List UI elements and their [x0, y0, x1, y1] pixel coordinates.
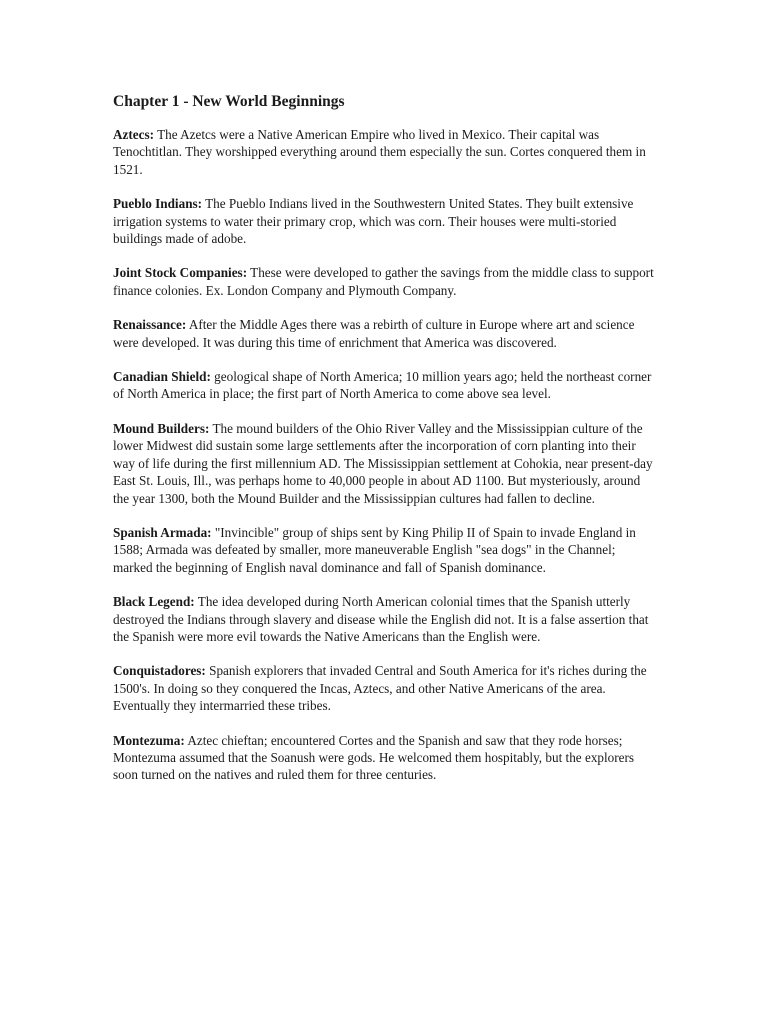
- term-definition: The mound builders of the Ohio River Valley and the Mississippian culture of the lower Midwest did sustain some large settlements after the incorporation of corn planting into their way of life during the first millennium AD. The Mississippian settlement at Cohokia, near present-day East St. Louis, Ill., was perhaps home to 40,000 people in about AD 1100. But mysteriously, around the year 1300, both the Mound Builder and the Mississippian cultures had fallen to decline.: [113, 420, 653, 506]
- term-label: Renaissance:: [113, 317, 187, 333]
- chapter-title: Chapter 1 - New World Beginnings: [113, 93, 345, 110]
- term-label: Montezuma:: [113, 732, 185, 748]
- glossary-entry-renaissance: [113, 316, 658, 351]
- glossary-entry-aztecs: [113, 126, 658, 178]
- term-label: Black Legend:: [113, 594, 195, 610]
- term-definition: Spanish explorers that invaded Central and South America for it's riches during the 1500's. In doing so they conquered the Incas, Aztecs, and other Native Americans of the area. Eventually they intermarried these tribes.: [113, 663, 647, 714]
- term-definition: geological shape of North America; 10 million years ago; held the northeast corner of North America in place; the first part of North America to come above sea level.: [113, 369, 652, 402]
- glossary-entry-black-legend: [113, 593, 658, 645]
- term-definition: The idea developed during North American colonial times that the Spanish utterly destroyed the Indians through slavery and disease while the English did not. It is a false assertion that the Spanish were more evil towards the Native Americans than the English were.: [113, 594, 649, 644]
- document-page: [113, 92, 658, 801]
- term-label: Pueblo Indians:: [113, 196, 203, 212]
- term-definition: These were developed to gather the savings from the middle class to support finance colonies. Ex. London Company and Plymouth Company.: [113, 265, 654, 298]
- term-label: Joint Stock Companies:: [113, 265, 248, 281]
- term-definition: "Invincible" group of ships sent by King Philip II of Spain to invade England in 1588; Armada was defeated by smaller, more maneuverable English "sea dogs" in the Channel; marked the beginning of English naval dominance and fall of Spanish dominance.: [113, 524, 636, 575]
- glossary-entry-pueblo-indians: [113, 195, 658, 247]
- glossary-entry-conquistadores: [113, 662, 658, 714]
- term-definition: After the Middle Ages there was a rebirth of culture in Europe where art and science were developed. It was during this time of enrichment that America was discovered.: [113, 317, 635, 350]
- term-definition: The Pueblo Indians lived in the Southwestern United States. They built extensive irrigation systems to water their primary crop, which was corn. Their houses were multi-storied buildings made of adobe.: [113, 196, 634, 247]
- term-label: Spanish Armada:: [113, 524, 212, 540]
- glossary-entry-spanish-armada: [113, 524, 658, 576]
- glossary-entry-mound-builders: [113, 420, 658, 507]
- term-label: Mound Builders:: [113, 420, 210, 436]
- glossary-entry-montezuma: [113, 732, 658, 784]
- glossary-entry-canadian-shield: [113, 368, 658, 403]
- term-definition: The Azetcs were a Native American Empire who lived in Mexico. Their capital was Tenochtitlan. They worshipped everything around them especially the sun. Cortes conquered them in 1521.: [113, 127, 646, 177]
- term-definition: Aztec chieftan; encountered Cortes and the Spanish and saw that they rode horses; Montezuma assumed that the Soanush were gods. He welcomed them hospitably, but the explorers soon turned on the natives and ruled them for three centuries.: [113, 732, 635, 783]
- term-label: Conquistadores:: [113, 663, 206, 679]
- term-label: Canadian Shield:: [113, 369, 211, 385]
- glossary-entry-joint-stock-companies: [113, 264, 658, 299]
- term-label: Aztecs:: [113, 127, 154, 142]
